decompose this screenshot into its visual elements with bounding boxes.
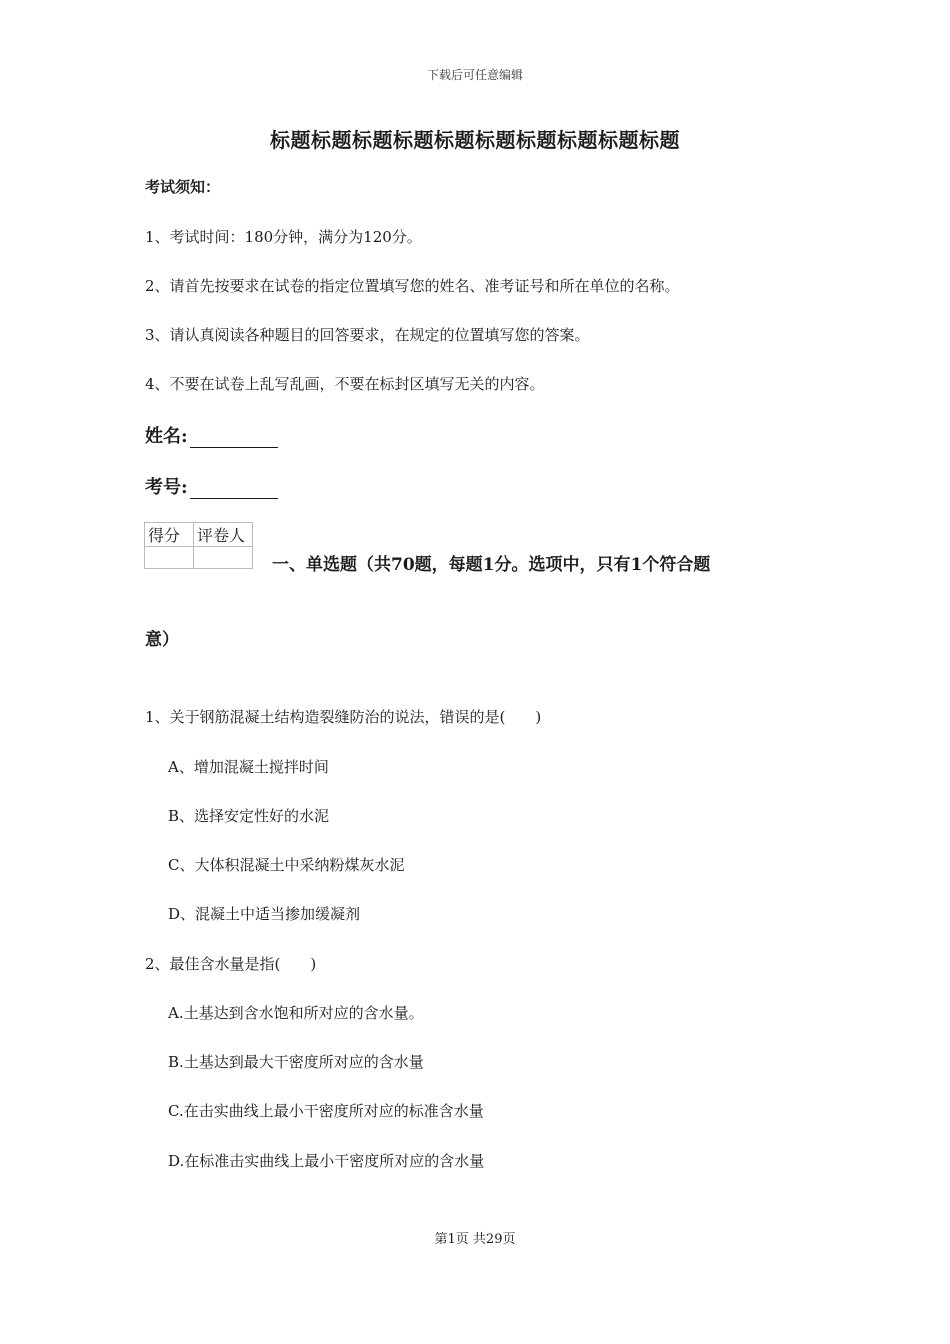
notice-rule-3: 3、请认真阅读各种题目的回答要求，在规定的位置填写您的答案。 (145, 326, 590, 344)
notice-heading: 考试须知： (145, 178, 221, 196)
page-title: 标题标题标题标题标题标题标题标题标题标题 (270, 128, 680, 152)
exam-number-field (145, 473, 278, 499)
score-table (144, 522, 253, 569)
question-1-option-a: A、增加混凝土搅拌时间 (168, 758, 329, 776)
name-field (145, 422, 278, 448)
page-footer: 第1页 共29页 (434, 1232, 516, 1247)
notice-rule-2: 2、请首先按要求在试卷的指定位置填写您的姓名、准考证号和所在单位的名称。 (145, 277, 680, 295)
score-cell[interactable] (145, 547, 194, 569)
name-label: 姓名: (145, 426, 188, 447)
grader-header: 评卷人 (194, 523, 253, 547)
exam-number-blank[interactable] (190, 480, 278, 499)
grader-cell[interactable] (194, 547, 253, 569)
question-1-option-b: B、选择安定性好的水泥 (168, 807, 330, 825)
section-title-continued: 意） (145, 630, 179, 650)
question-2-option-b: B.土基达到最大干密度所对应的含水量 (168, 1053, 424, 1071)
question-2-stem: 2、最佳含水量是指( ) (145, 955, 317, 973)
name-blank[interactable] (190, 429, 278, 448)
exam-number-label: 考号: (145, 477, 188, 498)
question-1-option-c: C、大体积混凝土中采纳粉煤灰水泥 (168, 856, 405, 874)
question-1-stem: 1、关于钢筋混凝土结构造裂缝防治的说法，错误的是( ) (145, 708, 542, 726)
question-2-option-d: D.在标准击实曲线上最小干密度所对应的含水量 (168, 1152, 485, 1170)
question-1-option-d: D、混凝土中适当掺加缓凝剂 (168, 905, 361, 923)
question-2-option-a: A.土基达到含水饱和所对应的含水量。 (168, 1004, 424, 1022)
section-title: 一、单选题（共70题，每题1分。选项中，只有1个符合题 (272, 555, 711, 575)
question-2-option-c: C.在击实曲线上最小干密度所对应的标准含水量 (168, 1102, 484, 1120)
header-note: 下载后可任意编辑 (426, 68, 523, 82)
score-header: 得分 (145, 523, 194, 547)
notice-rule-1: 1、考试时间：180分钟，满分为120分。 (145, 228, 422, 246)
notice-rule-4: 4、不要在试卷上乱写乱画，不要在标封区填写无关的内容。 (145, 375, 545, 393)
